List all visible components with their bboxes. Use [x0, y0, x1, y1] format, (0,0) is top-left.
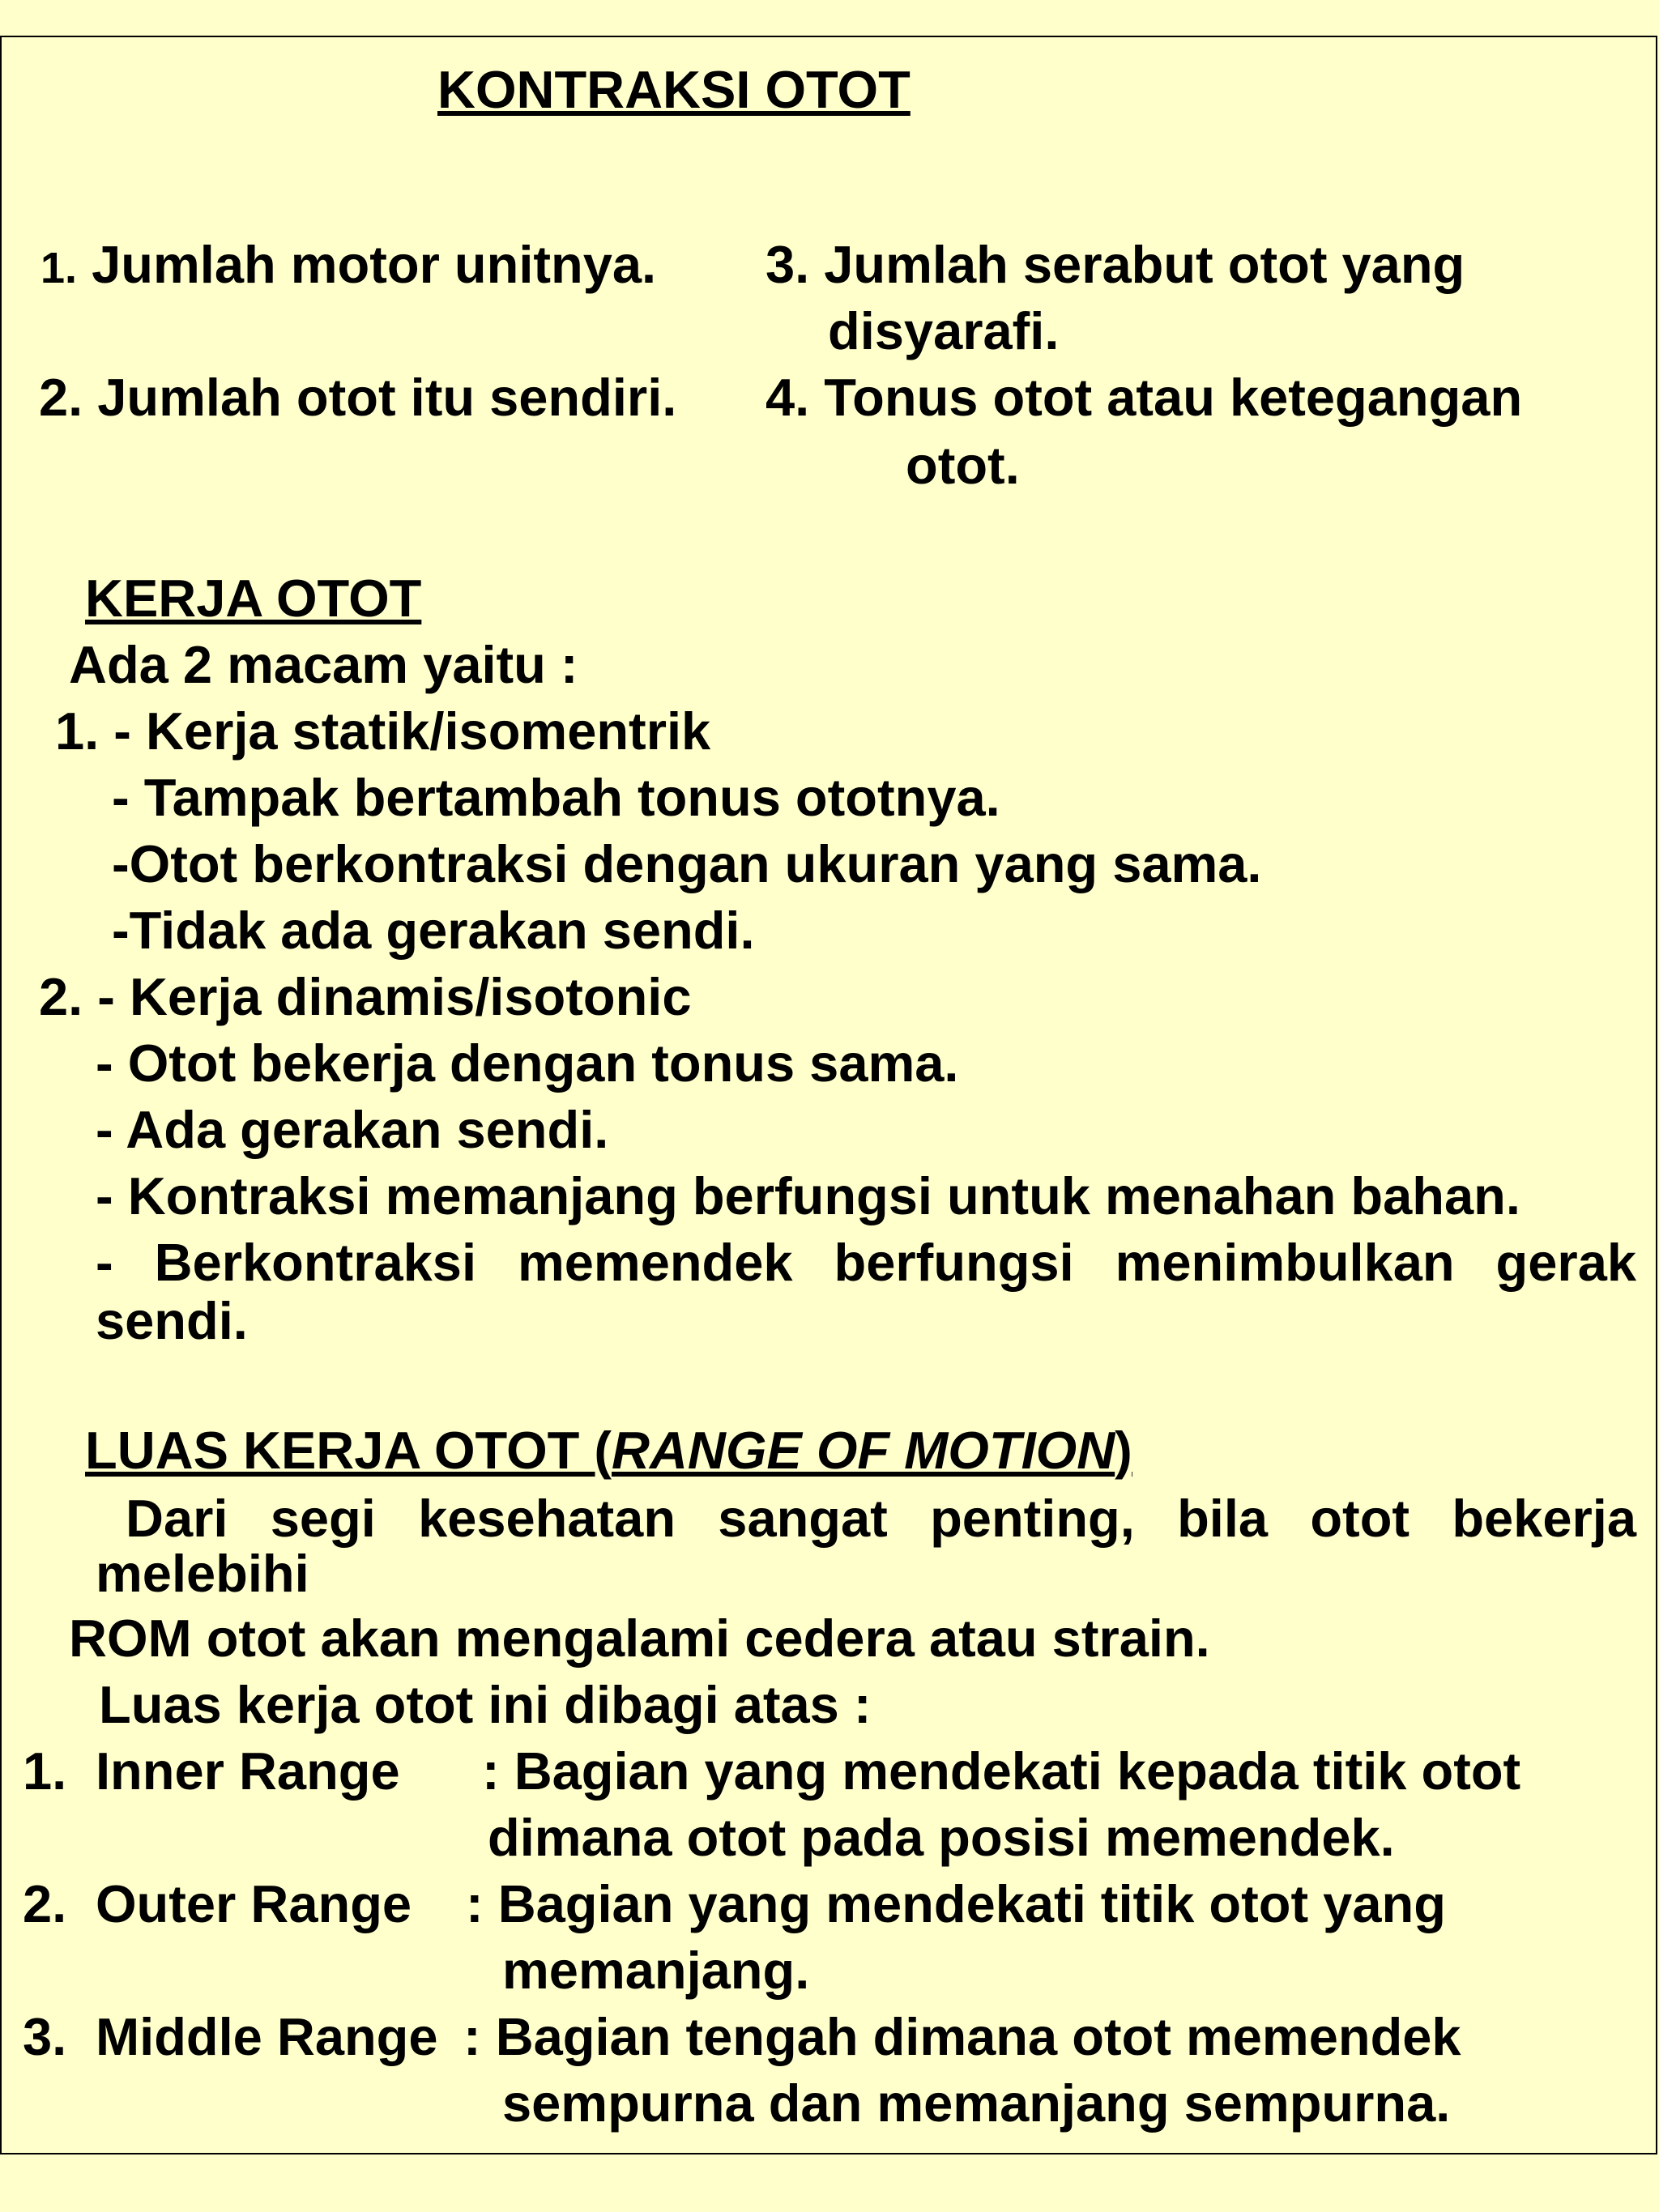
- work-static-point: -Otot berkontraksi dengan ukuran yang sama.: [112, 834, 1262, 893]
- item-text: Jumlah serabut otot yang: [824, 235, 1465, 294]
- range-desc-cont: sempurna dan memanjang sempurna.: [502, 2073, 1451, 2133]
- rom-title-italic: RANGE OF MOTION: [612, 1421, 1115, 1480]
- range-number: 2.: [23, 1874, 67, 1933]
- range-name: Inner Range: [96, 1741, 400, 1801]
- range-number: 3.: [23, 2007, 67, 2066]
- work-static-point: -Tidak ada gerakan sendi.: [112, 901, 755, 960]
- range-name: Outer Range: [96, 1874, 412, 1933]
- work-dynamic-point: - Otot bekerja dengan tonus sama.: [96, 1034, 959, 1093]
- range-desc-cont: memanjang.: [502, 1941, 810, 2000]
- item-number: 2.: [39, 368, 83, 427]
- work-static-heading: 1. - Kerja statik/isomentrik: [55, 701, 711, 761]
- section-title-rom: [85, 1421, 1132, 1480]
- contraction-item-3: [766, 235, 1465, 294]
- range-desc-cont: dimana otot pada posisi memendek.: [488, 1808, 1395, 1867]
- contraction-item-4: [766, 368, 1523, 427]
- rom-title-prefix: LUAS KERJA OTOT (: [85, 1421, 612, 1480]
- work-dynamic-point: - Ada gerakan sendi.: [96, 1100, 609, 1159]
- item-number: 4.: [766, 368, 810, 427]
- range-desc: : Bagian yang mendekati titik otot yang: [466, 1874, 1446, 1933]
- rom-paragraph-line1: Dari segi kesehatan sangat penting, bila otot bekerja: [126, 1489, 1636, 1548]
- rom-paragraph-line3: ROM otot akan mengalami cedera atau strain.: [69, 1609, 1210, 1668]
- rom-paragraph-line2: melebihi: [96, 1544, 309, 1603]
- item-number: 3.: [766, 235, 810, 294]
- range-desc: : Bagian yang mendekati kepada titik otot: [482, 1741, 1521, 1801]
- work-dynamic-point-cont: sendi.: [96, 1291, 248, 1350]
- rom-divided: Luas kerja otot ini dibagi atas :: [99, 1675, 872, 1734]
- item-text: Jumlah motor unitnya.: [92, 235, 657, 294]
- range-desc: : Bagian tengah dimana otot memendek: [463, 2007, 1461, 2066]
- item-text: Tonus otot atau ketegangan: [824, 368, 1523, 427]
- contraction-item-1: [41, 235, 657, 294]
- item-number: 1.: [41, 244, 78, 292]
- contraction-item-2: [39, 368, 677, 427]
- section-title-work: KERJA OTOT: [85, 569, 422, 628]
- section-title-contraction: KONTRAKSI OTOT: [437, 60, 911, 119]
- range-number: 1.: [23, 1741, 67, 1801]
- rom-title-suffix: ): [1115, 1421, 1132, 1480]
- work-static-point: - Tampak bertambah tonus ototnya.: [112, 768, 1000, 827]
- contraction-item-4-cont: otot.: [906, 436, 1020, 495]
- contraction-item-3-cont: disyarafi.: [828, 301, 1060, 360]
- work-intro: Ada 2 macam yaitu :: [69, 635, 578, 694]
- item-text: Jumlah otot itu sendiri.: [97, 368, 677, 427]
- range-name: Middle Range: [96, 2007, 438, 2066]
- work-dynamic-point: - Kontraksi memanjang berfungsi untuk menahan bahan.: [96, 1166, 1520, 1225]
- work-dynamic-heading: 2. - Kerja dinamis/isotonic: [39, 967, 692, 1026]
- work-dynamic-point: - Berkontraksi memendek berfungsi menimbulkan gerak: [96, 1233, 1636, 1292]
